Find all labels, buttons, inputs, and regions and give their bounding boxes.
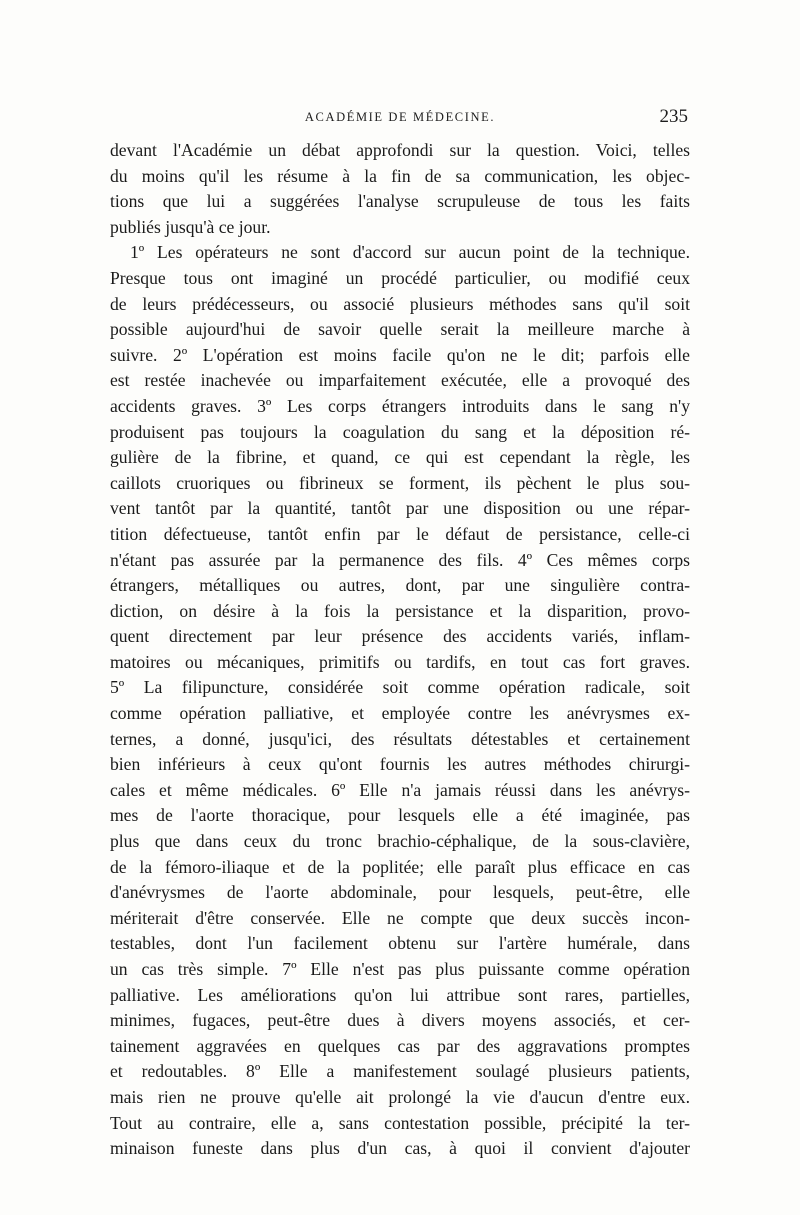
body-text xyxy=(110,138,690,1162)
text-line: suivre. 2º L'opération est moins facile qu'on ne le dit; parfois elle xyxy=(110,344,690,365)
text-line: étrangers, métalliques ou autres, dont, par une singulière contra- xyxy=(110,575,690,596)
text-line: tition défectueuse, tantôt enfin par le défaut de persistance, celle-ci xyxy=(110,523,690,544)
text-line: tainement aggravées en quelques cas par des aggravations promptes xyxy=(110,1035,690,1056)
running-head xyxy=(110,106,690,132)
text-line: est restée inachevée ou imparfaitement exécutée, elle a provoqué des xyxy=(110,370,690,391)
text-line: et redoutables. 8º Elle a manifestement soulagé plusieurs patients, xyxy=(110,1061,690,1082)
text-line: quent directement par leur présence des accidents variés, inflam- xyxy=(110,626,690,647)
text-line: un cas très simple. 7º Elle n'est pas plus puissante comme opération xyxy=(110,959,690,979)
text-line: testables, dont l'un facilement obtenu sur l'artère humérale, dans xyxy=(110,933,690,954)
text-line: comme opération palliative, et employée contre les anévrysmes ex- xyxy=(110,703,690,724)
text-line: mes de l'aorte thoracique, pour lesquels elle a été imaginée, pas xyxy=(110,805,690,826)
text-line: mais rien ne prouve qu'elle ait prolongé la vie d'aucun d'entre eux. xyxy=(110,1086,690,1107)
text-line: de leurs prédécesseurs, ou associé plusieurs méthodes sans qu'il soit xyxy=(110,293,690,314)
text-line: matoires ou mécaniques, primitifs ou tardifs, en tout cas fort graves. xyxy=(110,651,690,672)
text-line: n'étant pas assurée par la permanence des fils. 4º Ces mêmes corps xyxy=(110,549,690,570)
text-line: minaison funeste dans plus d'un cas, à quoi il convient d'ajouter xyxy=(110,1138,690,1159)
text-line: du moins qu'il les résume à la fin de sa communication, les objec- xyxy=(110,165,690,186)
text-line: minimes, fugaces, peut-être dues à divers moyens associés, et cer- xyxy=(110,1010,690,1031)
text-line: produisent pas toujours la coagulation du sang et la déposition ré- xyxy=(110,421,690,442)
text-line: vent tantôt par la quantité, tantôt par une disposition ou une répar- xyxy=(110,498,690,519)
page-number: 235 xyxy=(659,106,688,127)
text-line: Presque tous ont imaginé un procédé particulier, ou modifié ceux xyxy=(110,267,690,288)
text-line: devant l'Académie un débat approfondi sur la question. Voici, telles xyxy=(110,140,690,160)
text-line: palliative. Les améliorations qu'on lui attribue sont rares, partielles, xyxy=(110,984,690,1005)
text-line: de la fémoro-iliaque et de la poplitée; elle paraît plus efficace en cas xyxy=(110,856,690,877)
text-line: 1º Les opérateurs ne sont d'accord sur aucun point de la technique. xyxy=(130,242,690,263)
text-line: cales et même médicales. 6º Elle n'a jamais réussi dans les anévrys- xyxy=(110,779,690,800)
paragraph xyxy=(110,240,690,1161)
text-line: Tout au contraire, elle a, sans contestation possible, précipité la ter- xyxy=(110,1112,690,1133)
text-line: possible aujourd'hui de savoir quelle serait la meilleure marche à xyxy=(110,319,690,340)
text-line: bien inférieurs à ceux qu'ont fournis les autres méthodes chirurgi- xyxy=(110,754,690,775)
text-line: mériterait d'être conservée. Elle ne compte que deux succès incon- xyxy=(110,907,690,928)
text-line: 5º La filipuncture, considérée soit comme opération radicale, soit xyxy=(110,677,690,698)
text-line: diction, on désire à la fois la persistance et la disparition, provo- xyxy=(110,600,690,621)
running-title: ACADÉMIE DE MÉDECINE. xyxy=(304,110,496,124)
paragraph xyxy=(110,138,690,240)
text-line: accidents graves. 3º Les corps étrangers introduits dans le sang n'y xyxy=(110,395,690,416)
text-line: gulière de la fibrine, et quand, ce qui est cependant la règle, les xyxy=(110,447,690,468)
text-line: publiés jusqu'à ce jour. xyxy=(110,216,271,237)
text-line: d'anévrysmes de l'aorte abdominale, pour lesquels, peut-être, elle xyxy=(110,882,690,903)
text-line: caillots cruoriques ou fibrineux se forment, ils pèchent le plus sou- xyxy=(110,472,690,493)
text-line: tions que lui a suggérées l'analyse scrupuleuse de tous les faits xyxy=(110,191,690,212)
text-line: ternes, a donné, jusqu'ici, des résultats détestables et certainement xyxy=(110,728,690,749)
text-line: plus que dans ceux du tronc brachio-céphalique, de la sous-clavière, xyxy=(110,831,690,852)
